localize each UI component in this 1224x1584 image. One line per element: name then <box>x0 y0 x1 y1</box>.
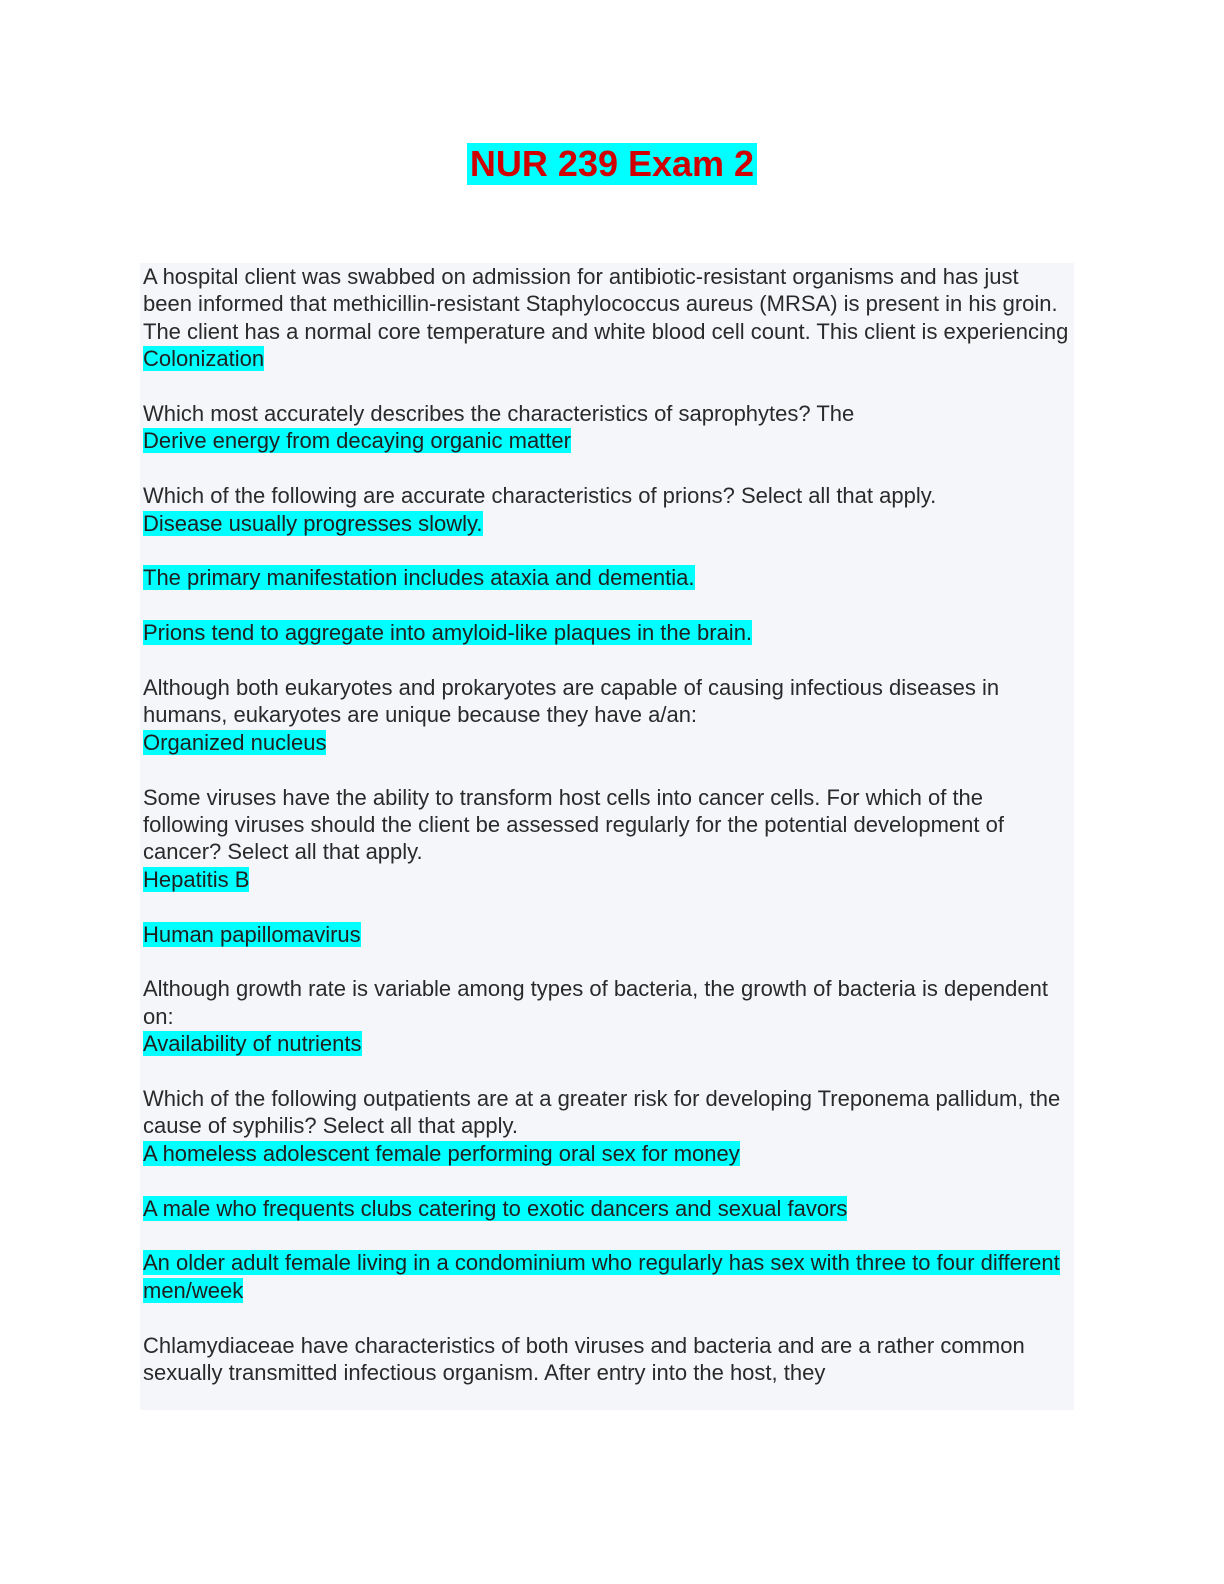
question-text: Some viruses have the ability to transform host cells into cancer cells. For which of the following viruses should the client be assessed regularly for the potential development of cancer? Select all that apply. <box>143 784 1004 865</box>
answer-text: Derive energy from decaying organic matter <box>143 428 571 454</box>
answer-line <box>143 921 1071 948</box>
answer-line <box>143 1195 1071 1222</box>
spacer <box>143 537 1071 564</box>
title-container <box>0 143 1224 185</box>
question-text: Chlamydiaceae have characteristics of both viruses and bacteria and are a rather common sexually transmitted infectious organism. After entry into the host, they <box>143 1332 1025 1386</box>
answer-line <box>143 619 1071 646</box>
answer-line <box>143 345 1071 372</box>
spacer <box>143 592 1071 619</box>
answer-text: Hepatitis B <box>143 866 250 892</box>
question-text: Which most accurately describes the characteristics of saprophytes? The <box>143 401 855 427</box>
question-block <box>143 674 1071 756</box>
question-block <box>143 784 1071 948</box>
answer-text: A homeless adolescent female performing oral sex for money <box>143 1140 740 1166</box>
answer-text: An older adult female living in a condominium who regularly has sex with three to four different men/week <box>143 1250 1060 1303</box>
spacer <box>143 893 1071 920</box>
answer-text: Human papillomavirus <box>143 921 361 947</box>
answer-line <box>143 866 1071 893</box>
answer-line <box>143 1140 1071 1167</box>
question-text: Which of the following outpatients are at a greater risk for developing Treponema pallidum, the cause of syphilis? Select all that apply. <box>143 1086 1061 1139</box>
answer-line <box>143 729 1071 756</box>
spacer <box>143 1222 1071 1249</box>
question-text: Although both eukaryotes and prokaryotes are capable of causing infectious diseases in humans, eukaryotes are unique because they have a/an: <box>143 675 1000 728</box>
answer-text: Prions tend to aggregate into amyloid-like plaques in the brain. <box>143 620 753 646</box>
question-block <box>143 482 1071 646</box>
question-block <box>143 263 1071 373</box>
answer-line <box>143 510 1071 537</box>
question-list <box>143 263 1071 1386</box>
answer-line <box>143 1030 1071 1057</box>
question-block <box>143 1332 1071 1387</box>
question-text: A hospital client was swabbed on admission for antibiotic-resistant organisms and has just been informed that methicillin-resistant Staphylococcus aureus (MRSA) is present in his groin. The client has a normal core temperature and white blood cell count. This client is experiencing <box>143 264 1069 344</box>
document-body <box>140 263 1074 1410</box>
answer-line <box>143 564 1071 591</box>
question-text: Although growth rate is variable among types of bacteria, the growth of bacteria is dependent on: <box>143 976 1048 1029</box>
answer-line <box>143 427 1071 454</box>
question-block <box>143 400 1071 455</box>
answer-text: Organized nucleus <box>143 729 327 755</box>
question-text: Which of the following are accurate characteristics of prions? Select all that apply. <box>143 483 937 509</box>
question-block <box>143 1085 1071 1304</box>
answer-line <box>143 1249 1071 1304</box>
answer-text: Colonization <box>143 346 265 372</box>
question-block <box>143 975 1071 1057</box>
answer-text: A male who frequents clubs catering to exotic dancers and sexual favors <box>143 1195 848 1221</box>
answer-text: The primary manifestation includes ataxia and dementia. <box>143 565 695 591</box>
answer-text: Disease usually progresses slowly. <box>143 510 483 536</box>
answer-text: Availability of nutrients <box>143 1031 362 1057</box>
page-title: NUR 239 Exam 2 <box>467 143 757 185</box>
spacer <box>143 1167 1071 1194</box>
